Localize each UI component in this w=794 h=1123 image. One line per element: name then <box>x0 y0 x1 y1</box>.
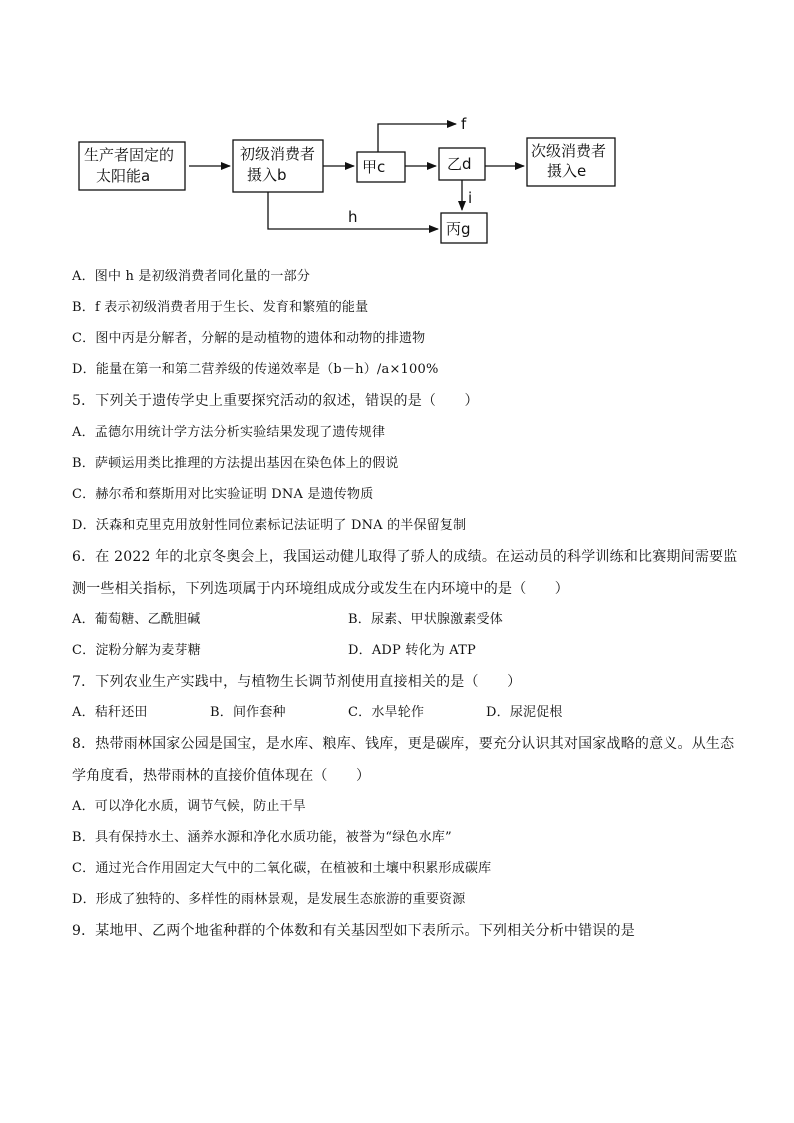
q6-option-c: C．淀粉分解为麦芽糖 <box>72 643 201 658</box>
q6-stem-line2: 测一些相关指标，下列选项属于内环境组成成分或发生在内环境中的是（ ） <box>72 581 569 597</box>
q7-option-c: C．水旱轮作 <box>348 705 425 720</box>
label-h: h <box>348 208 358 226</box>
q5-option-c: C．赫尔希和蔡斯用对比实验证明 DNA 是遗传物质 <box>72 487 374 502</box>
secondary-label-1: 次级消费者 <box>531 142 607 160</box>
primary-label-2: 摄入b <box>247 166 287 184</box>
producer-label-2: 太阳能a <box>96 167 151 185</box>
energy-flow-diagram <box>0 0 794 260</box>
q6-option-b: B．尿素、甲状腺激素受体 <box>348 612 503 627</box>
q5-option-a: A．孟德尔用统计学方法分析实验结果发现了遗传规律 <box>72 425 386 440</box>
producer-label-1: 生产者固定的 <box>84 146 175 164</box>
q8-option-c: C．通过光合作用固定大气中的二氧化碳，在植被和土壤中积累形成碳库 <box>72 861 492 876</box>
q8-stem-line1: 8．热带雨林国家公园是国宝，是水库、粮库、钱库，更是碳库，要充分认识其对国家战略的意义。从生态 <box>72 736 735 752</box>
q4-option-b: B．f 表示初级消费者用于生长、发育和繁殖的能量 <box>72 300 369 315</box>
q8-option-b: B．具有保持水土、涵养水源和净化水质功能，被誉为“绿色水库” <box>72 830 452 845</box>
jia-label: 甲c <box>362 158 386 176</box>
bing-label: 丙g <box>446 220 471 238</box>
q8-stem-line2: 学角度看，热带雨林的直接价值体现在（ ） <box>72 768 371 784</box>
q5-option-d: D．沃森和克里克用放射性同位素标记法证明了 DNA 的半保留复制 <box>72 518 467 533</box>
q8-option-d: D．形成了独特的、多样性的雨林景观，是发展生态旅游的重要资源 <box>72 892 466 907</box>
q7-stem: 7．下列农业生产实践中，与植物生长调节剂使用直接相关的是（ ） <box>72 674 522 690</box>
q7-option-a: A．秸秆还田 <box>72 705 148 720</box>
q5-stem: 5．下列关于遗传学史上重要探究活动的叙述，错误的是（ ） <box>72 393 479 409</box>
q8-option-a: A．可以净化水质，调节气候，防止干旱 <box>72 799 306 814</box>
yi-label: 乙d <box>447 155 472 173</box>
q9-stem: 9．某地甲、乙两个地雀种群的个体数和有关基因型如下表所示。下列相关分析中错误的是 <box>72 923 635 939</box>
q6-option-a: A．葡萄糖、乙酰胆碱 <box>72 612 201 627</box>
label-f: f <box>461 115 467 133</box>
q4-option-d: D．能量在第一和第二营养级的传递效率是（b－h）/a×100% <box>72 362 439 377</box>
primary-label-1: 初级消费者 <box>240 145 316 163</box>
q7-option-b: B．间作套种 <box>210 705 286 720</box>
q5-option-b: B．萨顿运用类比推理的方法提出基因在染色体上的假说 <box>72 456 399 471</box>
secondary-label-2: 摄入e <box>547 162 587 180</box>
q6-option-d: D．ADP 转化为 ATP <box>348 643 476 658</box>
q6-stem-line1: 6．在 2022 年的北京冬奥会上，我国运动健儿取得了骄人的成绩。在运动员的科学训练和比赛期间需要监 <box>72 549 738 565</box>
q4-option-c: C．图中丙是分解者，分解的是动植物的遗体和动物的排遗物 <box>72 331 426 346</box>
label-i: i <box>468 189 473 207</box>
q7-option-d: D．尿泥促根 <box>486 705 563 720</box>
q4-option-a: A．图中 h 是初级消费者同化量的一部分 <box>72 269 311 284</box>
